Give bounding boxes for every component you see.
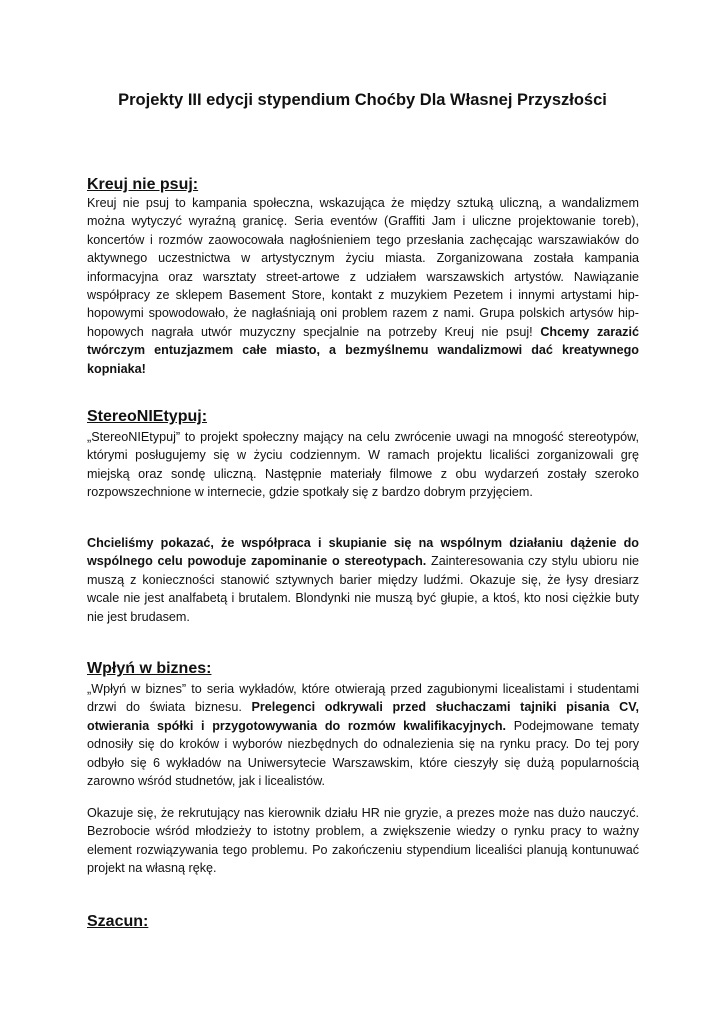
paragraph-bold-text: Chcemy zarazić twórczym entuzjazmem całe miasto, a bezmyślnemu wandalizmowi dać kreatywnego kopniaka! (87, 324, 639, 376)
section-heading-kreuj-nie-psuj: Kreuj nie psuj: (87, 176, 199, 193)
section-paragraph (87, 194, 639, 378)
section-paragraph: Okazuje się, że rekrutujący nas kierownik działu HR nie gryzie, a prezes może nas dużo nauczyć. Bezrobocie wśród młodzieży to istotny problem, a zwiększenie wiedzy o rynku pracy to ważny element rozwiązywania tego problemu. Po zakończeniu stypendium licealiści planują kontunuwać projekt na własną rękę. (87, 806, 639, 876)
paragraph-text: Kreuj nie psuj to kampania społeczna, wskazująca że między sztuką uliczną, a wandalizmem można wytyczyć wyraźną granicę. Seria eventów (Graffiti Jam i uliczne projektowanie toreb), koncertów i rozmów zaowocowała nagłośnieniem tego przesłania zachęcając warszawiaków do aktywnego uczestnictwa w artystycznym życiu miasta. Zorganizowana została kampania informacyjna oraz warsztaty street-artowe z udziałem warszawskich artystów. Nawiązanie współpracy ze sklepem Basement Store, kontakt z muzykiem Pezetem i innymi artystami hip-hopowymi spowodowało, że nagłaśniają oni problem razem z nami. Grupa polskich artysów hip-hopowych nagrała utwór muzyczny specjalnie na potrzeby Kreuj nie psuj! (87, 196, 639, 339)
page-title: Projekty III edycji stypendium Choćby Dla Własnej Przyszłości (118, 91, 607, 109)
paragraph-text: Podejmowane tematy odnosiły się do kroków i wyborów niezbędnych do odnalezienia się na rynku pracy. Do tej pory odbyło się 6 wykładów na Uniwersytecie Warszawskim, które cieszyły się dużą popularnością zarowno wśród studnetów, jak i licealistów. (87, 718, 639, 789)
section-paragraph (87, 534, 639, 626)
section-paragraph: „StereoNIEtypuj” to projekt społeczny mający na celu zwrócenie uwagi na mnogość stereotypów, którymi posługujemy się w życiu codziennym. W ramach projektu licaliści zorganizowali grę miejską oraz sondę uliczną. Następnie materiały filmowe z obu wydarzeń zostały szeroko rozpowszechnione w internecie, gdzie spotkały się z bardzo dobrym przyjęciem. (87, 430, 639, 500)
paragraph-text: „Wpłyń w biznes” to seria wykładów, które otwierają przed zagubionymi licealistami i studentami drzwi do świata biznesu. (87, 682, 639, 715)
section-heading-wplyn-w-biznes: Wpłyń w biznes: (87, 660, 212, 677)
paragraph-bold-text: Prelegenci odkrywali przed słuchaczami tajniki pisania CV, otwierania spółki i przygotowywania do rozmów kwalifikacyjnych. (87, 700, 639, 733)
paragraph-text: Zainteresowania czy stylu ubioru nie muszą z konieczności stanowić sztywnych barier między ludźmi. Okazuje się, że łysy dresiarz wcale nie jest analfabetą i brutalem. Blondynki nie muszą być głupie, a ktoś, kto nosi ciężkie buty nie jest brudasem. (87, 554, 639, 624)
section-heading-szacun: Szacun: (87, 913, 149, 930)
paragraph-bold-text: Chcieliśmy pokazać, że współpraca i skupianie się na wspólnym działaniu dążenie do wspólnego celu powoduje zapominanie o stereotypach. (87, 536, 639, 569)
section-paragraph (87, 680, 639, 790)
section-heading-stereonietypuj: StereoNIEtypuj: (87, 408, 208, 425)
